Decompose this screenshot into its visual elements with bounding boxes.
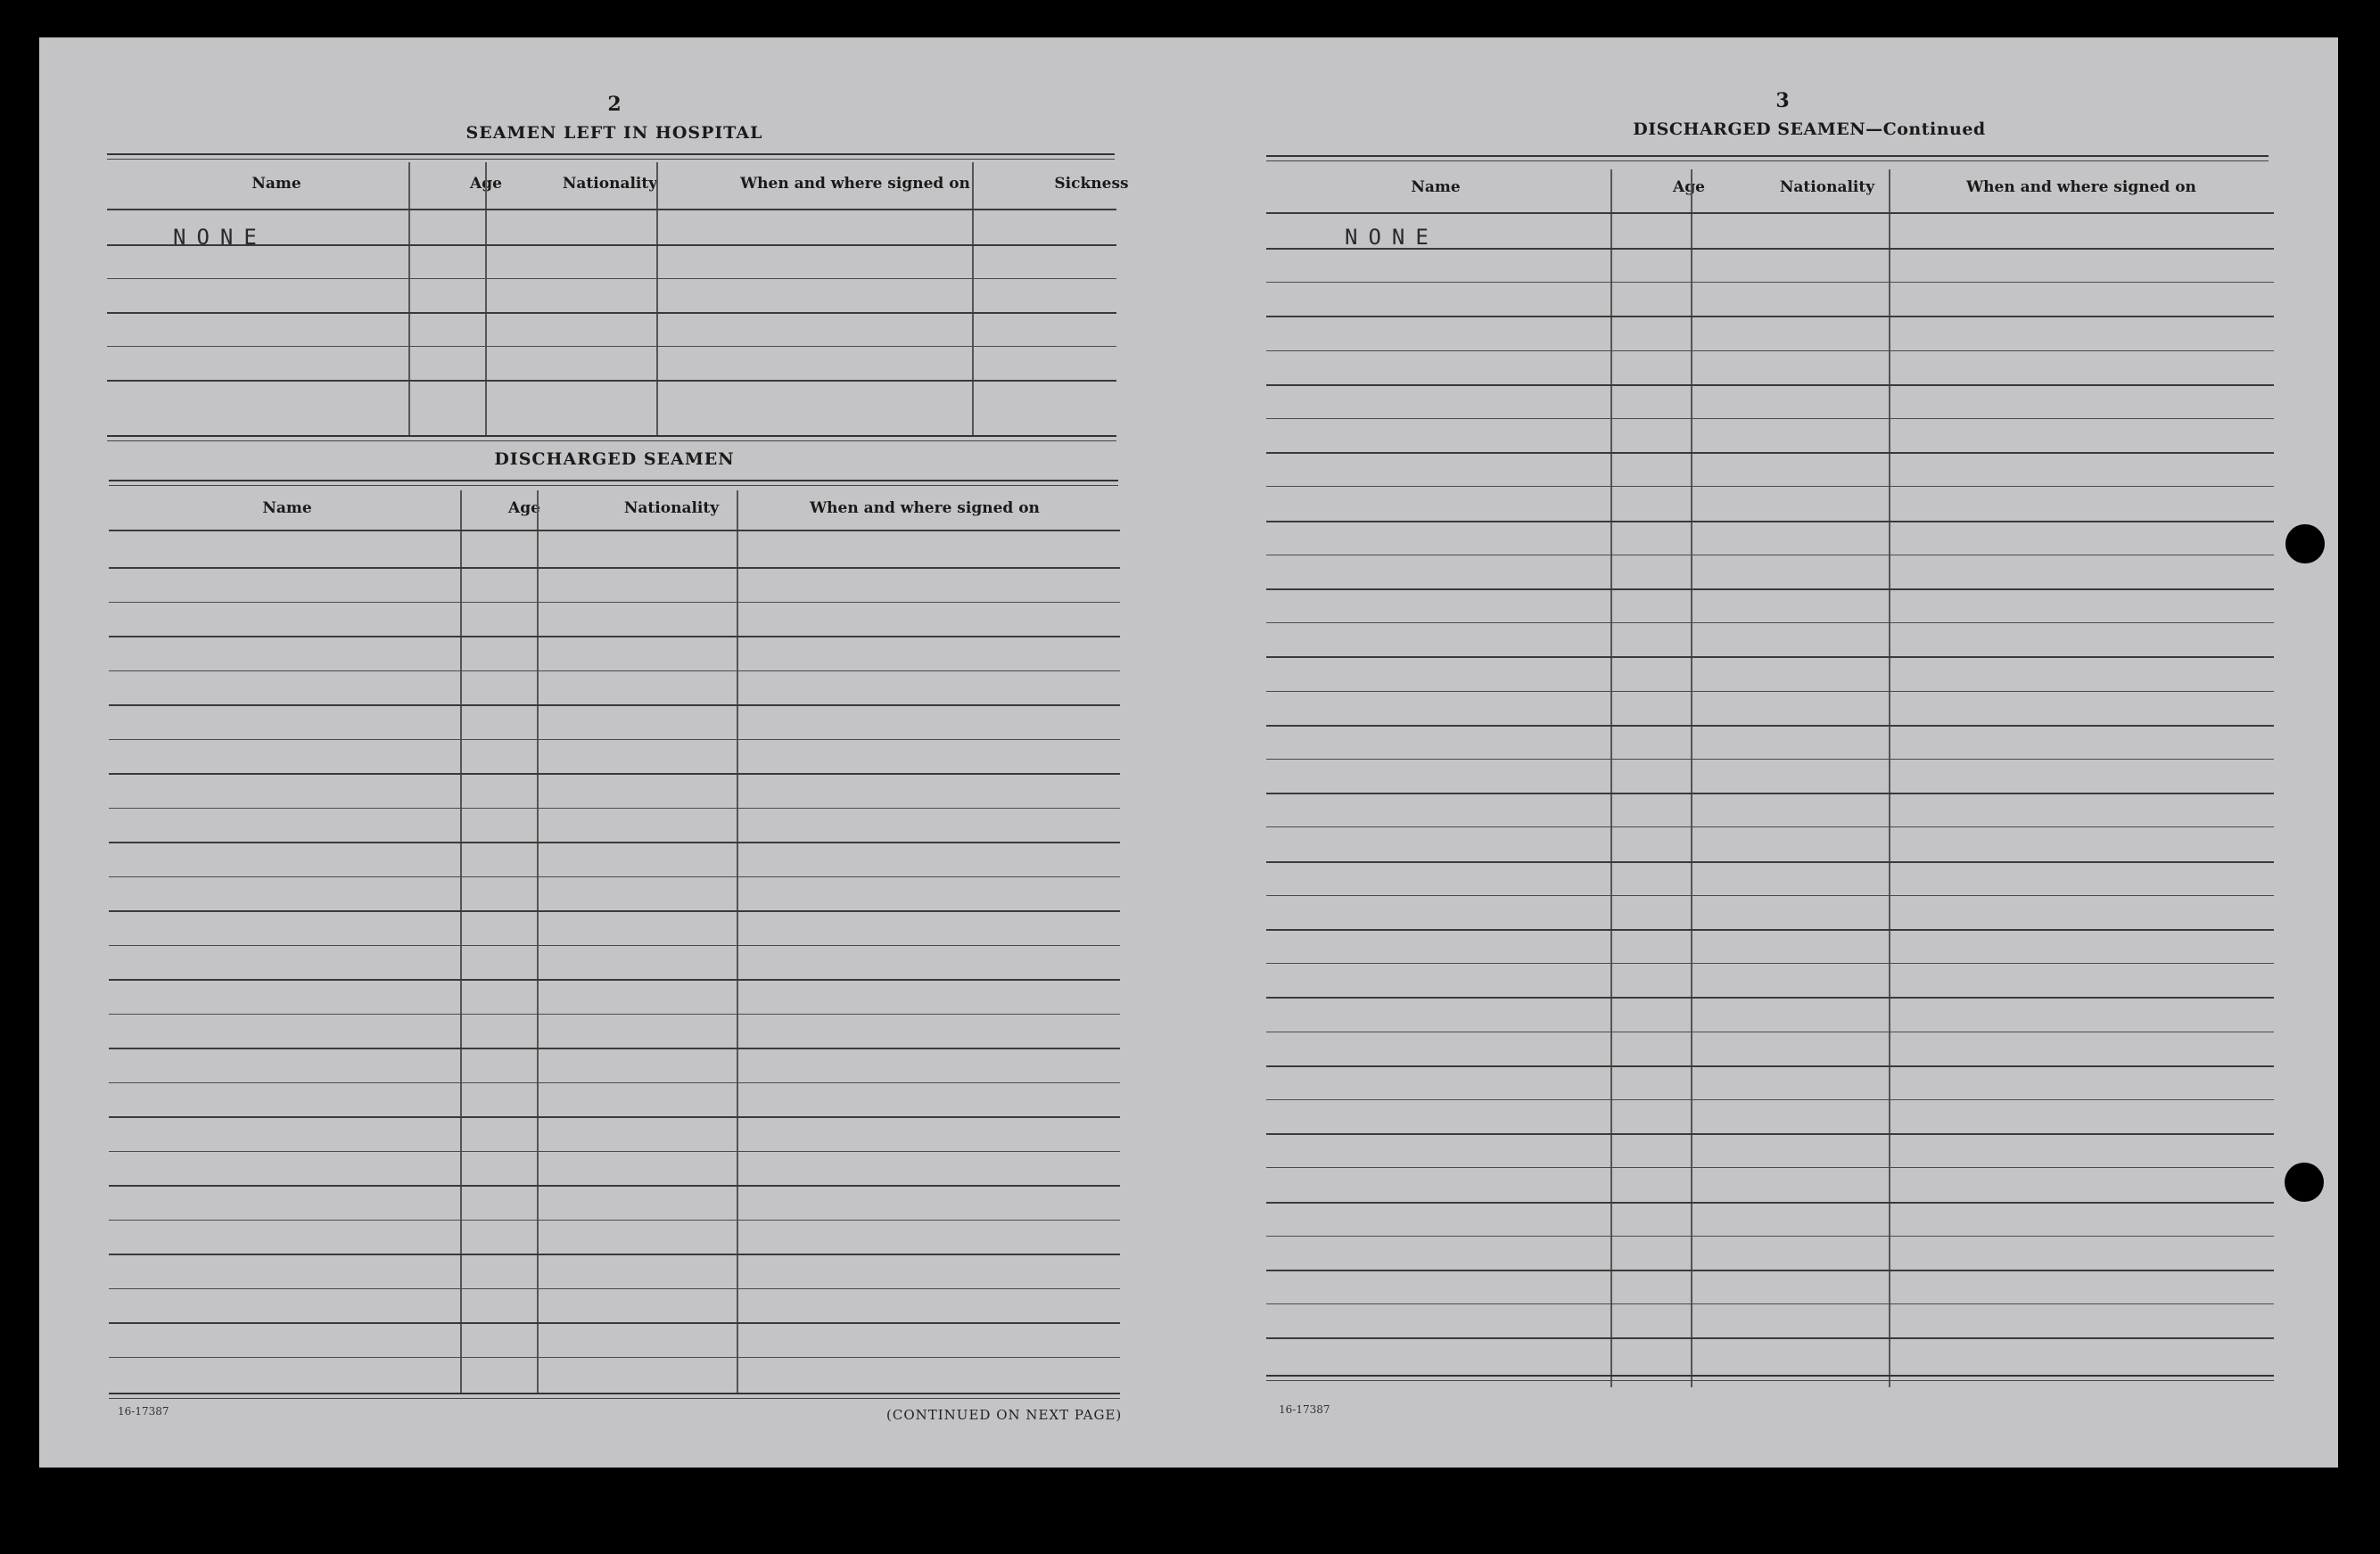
ruled-row-line (1266, 1133, 2274, 1135)
ruled-row-line (109, 1254, 1120, 1255)
ruled-row-line (109, 1082, 1120, 1083)
column-header: Nationality (562, 175, 658, 193)
ruled-row-line (109, 567, 1120, 569)
ruled-row-line (1266, 1202, 2274, 1204)
ruled-row-line (1266, 452, 2274, 454)
header-underline (1266, 212, 2274, 214)
ruled-row-line (107, 312, 1116, 314)
column-divider (972, 162, 974, 435)
ruled-row-line (109, 602, 1120, 603)
column-header: Name (262, 499, 312, 517)
ruled-row-line (1266, 1303, 2274, 1304)
discharged-section-title: DISCHARGED SEAMEN (494, 449, 735, 469)
column-divider (1691, 169, 1692, 1387)
ruled-row-line (1266, 486, 2274, 487)
ruled-row-line (109, 876, 1120, 877)
table-bottom-rule (107, 435, 1116, 437)
column-divider (460, 490, 462, 1393)
column-divider (656, 162, 658, 435)
ruled-row-line (109, 1357, 1120, 1358)
column-divider (485, 162, 487, 435)
ruled-row-line (1266, 963, 2274, 964)
ruled-row-line (109, 1116, 1120, 1118)
punch-hole (2285, 524, 2325, 563)
ruled-row-line (1266, 418, 2274, 419)
ruled-row-line (107, 346, 1116, 347)
ruled-row-line (1266, 861, 2274, 863)
ruled-row-line (109, 739, 1120, 740)
column-header: When and where signed on (810, 499, 1040, 517)
ruled-row-line (109, 808, 1120, 809)
page-number: 2 (607, 93, 622, 116)
ruled-row-line (1266, 1236, 2274, 1237)
ruled-row-line (1266, 384, 2274, 386)
ruled-row-line (1266, 350, 2274, 351)
column-header: Nationality (1779, 178, 1875, 196)
ruled-row-line (109, 1151, 1120, 1152)
table-bottom-rule (109, 1393, 1120, 1394)
column-divider (1889, 169, 1890, 1387)
ruled-row-line (1266, 793, 2274, 794)
handwritten-entry: NONE (173, 225, 268, 250)
ruled-row-line (1266, 997, 2274, 999)
form-code: 16-17387 (118, 1405, 169, 1418)
ruled-row-line (109, 1185, 1120, 1187)
ruled-row-line (1266, 929, 2274, 931)
form-code: 16-17387 (1279, 1403, 1330, 1416)
column-header: When and where signed on (740, 175, 970, 193)
column-header: Age (1673, 178, 1705, 196)
hospital-header-rule (107, 153, 1115, 155)
ruled-row-line (1266, 759, 2274, 760)
discharged-header-rule (109, 480, 1118, 481)
column-header: When and where signed on (1966, 178, 2196, 196)
page-number: 3 (1775, 89, 1790, 112)
ruled-row-line (1266, 1270, 2274, 1271)
column-header: Name (1411, 178, 1461, 196)
ruled-row-line (109, 1048, 1120, 1049)
right-page (1198, 37, 2338, 1468)
ruled-row-line (109, 979, 1120, 981)
ruled-row-line (1266, 588, 2274, 590)
ruled-row-line (109, 773, 1120, 775)
continued-note: (CONTINUED ON NEXT PAGE) (886, 1407, 1123, 1423)
ruled-row-line (1266, 895, 2274, 896)
ruled-row-line (1266, 1065, 2274, 1067)
header-underline (109, 530, 1120, 531)
column-header: Age (508, 499, 540, 517)
ruled-row-line (1266, 622, 2274, 623)
ruled-row-line (1266, 656, 2274, 658)
discharged-continued-title: DISCHARGED SEAMEN—Continued (1633, 119, 1986, 139)
ruled-row-line (1266, 725, 2274, 727)
hospital-section-title: SEAMEN LEFT IN HOSPITAL (465, 123, 763, 143)
column-divider (537, 490, 539, 1393)
column-header: Nationality (623, 499, 720, 517)
ruled-row-line (109, 636, 1120, 637)
ruled-row-line (109, 704, 1120, 706)
ruled-row-line (1266, 1099, 2274, 1100)
column-header: Sickness (1054, 175, 1129, 193)
ruled-row-line (1266, 521, 2274, 522)
ruled-row-line (109, 1220, 1120, 1221)
ruled-row-line (109, 910, 1120, 912)
ruled-row-line (1266, 282, 2274, 283)
ruled-row-line (109, 1322, 1120, 1324)
column-divider (408, 162, 410, 435)
ruled-row-line (1266, 1337, 2274, 1339)
ruled-row-line (109, 1014, 1120, 1015)
ruled-row-line (107, 278, 1116, 279)
ruled-row-line (1266, 691, 2274, 692)
column-divider (737, 490, 738, 1393)
document-sheet (39, 37, 2338, 1468)
column-header: Name (251, 175, 301, 193)
ruled-row-line (1266, 316, 2274, 317)
column-divider (1610, 169, 1612, 1387)
ruled-row-line (109, 945, 1120, 946)
ruled-row-line (109, 842, 1120, 843)
ruled-row-line (107, 380, 1116, 382)
ruled-row-line (109, 1288, 1120, 1289)
column-header: Age (470, 175, 502, 193)
punch-hole (2285, 1163, 2324, 1202)
handwritten-entry: NONE (1345, 225, 1439, 250)
ruled-row-line (1266, 1167, 2274, 1168)
header-underline (107, 209, 1116, 210)
continued-header-rule (1266, 155, 2269, 157)
ruled-row-line (1266, 826, 2274, 827)
left-page (39, 37, 1198, 1468)
ruled-row-line (109, 670, 1120, 671)
table-bottom-rule (1266, 1375, 2274, 1377)
